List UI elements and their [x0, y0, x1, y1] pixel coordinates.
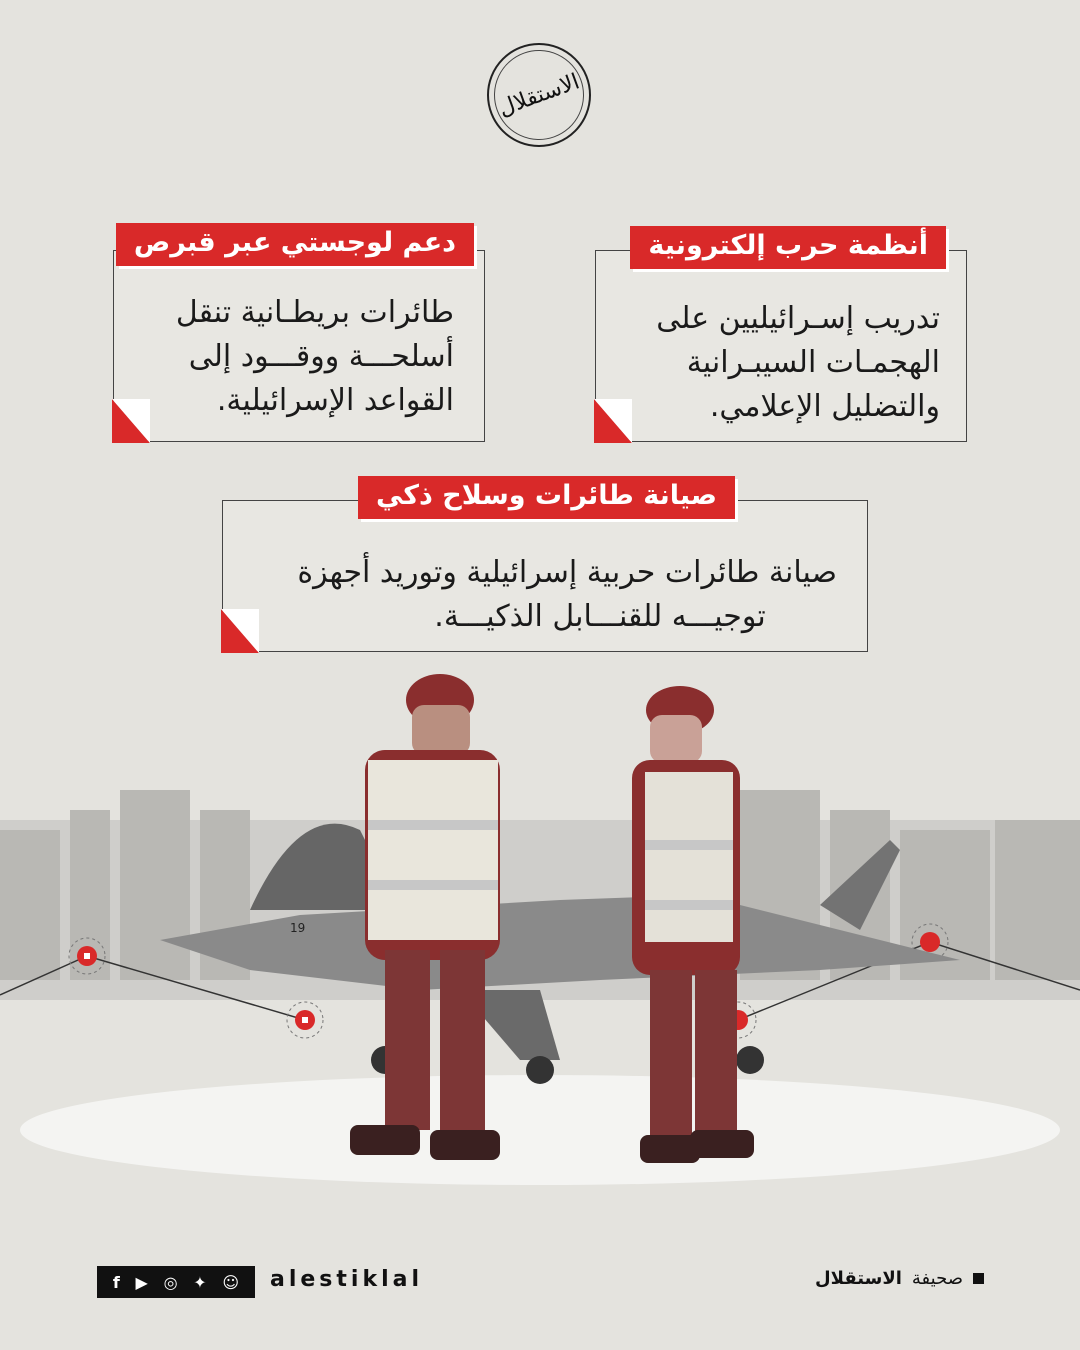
card-line: أسلحـــة ووقـــود إلى [188, 339, 454, 374]
card-logistics-cyprus [113, 227, 485, 442]
jet-marking: 19 [290, 921, 306, 935]
scene-illustration [0, 660, 1080, 1220]
square-bullet-icon [973, 1273, 984, 1284]
card-title: صيانة طائرات وسلاح ذكي [358, 476, 735, 519]
card-line: توجيـــه للقنـــابل الذكيـــة. [434, 599, 766, 634]
logo-calligraphy: الاستقلال [481, 37, 596, 152]
map-marker [287, 1002, 323, 1038]
card-line: الهجمـات السيبـرانية [686, 345, 940, 380]
card-line: طائرات بريطـانية تنقل [175, 295, 454, 330]
newspaper-title: الاستقلال [815, 1268, 902, 1289]
snapchat-icon[interactable]: ☺ [222, 1272, 240, 1292]
social-icons-bar [97, 1266, 255, 1298]
card-body [253, 551, 837, 639]
instagram-icon[interactable]: ◎ [163, 1272, 178, 1292]
footer [0, 1260, 1080, 1310]
card-maintenance-smart-weapons [222, 480, 868, 652]
card-line: القواعد الإسرائيلية. [216, 383, 454, 418]
card-line: تدريب إسـرائيليين على [656, 301, 940, 336]
card-title: أنظمة حرب إلكترونية [630, 226, 946, 269]
card-corner-fold [594, 399, 654, 443]
card-body [620, 297, 940, 429]
logo [487, 43, 591, 147]
newspaper-name [815, 1268, 984, 1289]
card-corner-fold [112, 399, 172, 443]
newspaper-prefix: صحيفة [911, 1268, 963, 1289]
facebook-icon[interactable]: f [112, 1272, 120, 1292]
card-line: والتضليل الإعلامي. [709, 389, 940, 424]
card-body [138, 291, 454, 423]
ground-spotlight [20, 1075, 1060, 1185]
twitter-icon[interactable]: ✦ [193, 1272, 207, 1292]
social-handle[interactable]: alestiklal [270, 1267, 424, 1292]
card-title: دعم لوجستي عبر قبرص [116, 223, 474, 266]
youtube-icon[interactable]: ▶ [135, 1272, 148, 1292]
card-electronic-warfare [595, 230, 967, 442]
card-line: صيانة طائرات حربية إسرائيلية وتوريد أجهزة [297, 555, 837, 590]
card-corner-fold [221, 609, 281, 653]
